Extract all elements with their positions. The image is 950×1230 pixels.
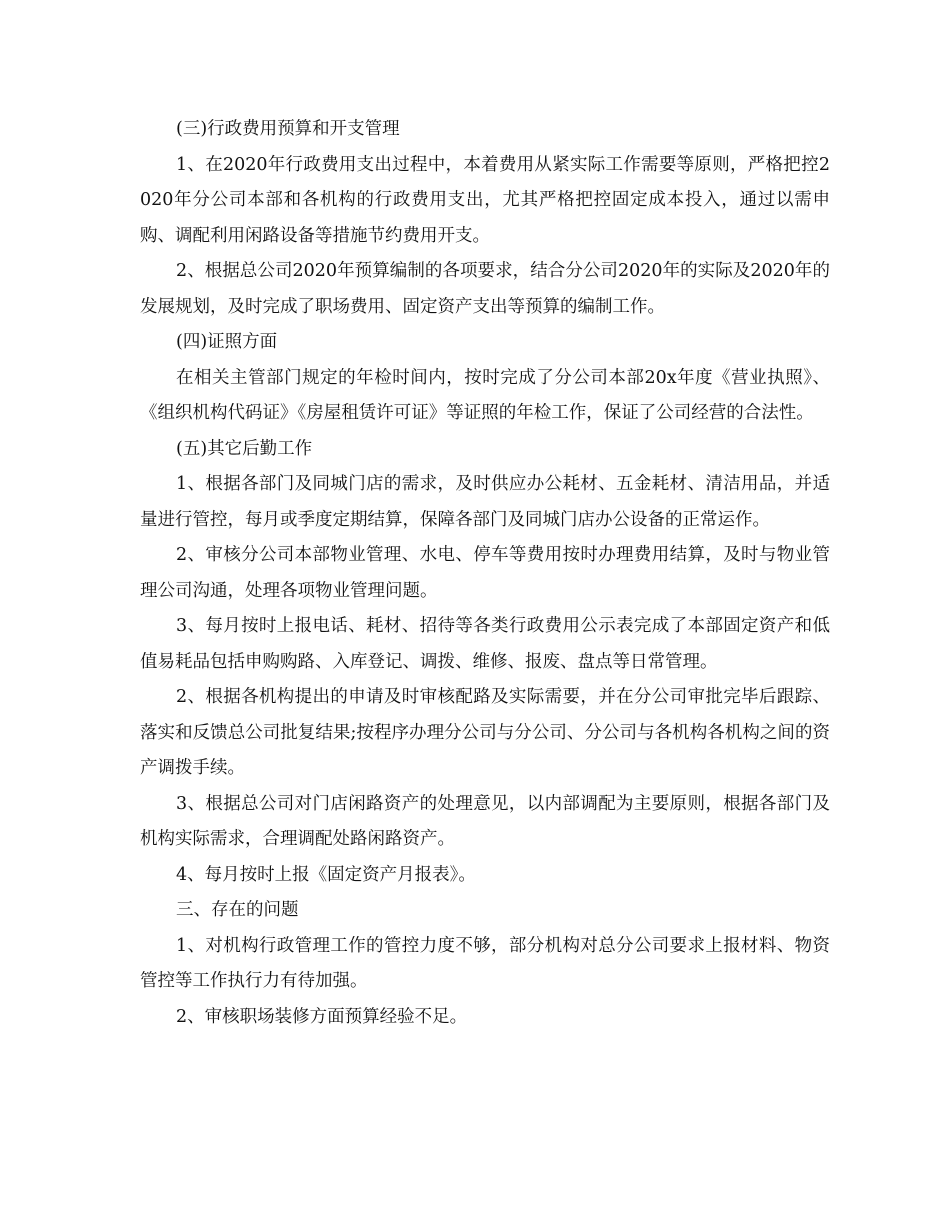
paragraph: 1、在2020年行政费用支出过程中，本着费用从紧实际工作需要等原则，严格把控2020年分公司本部和各机构的行政费用支出，尤其严格把控固定成本投入，通过以需申购、调配利用闲路设备等措施节约费用开支。	[140, 154, 830, 246]
paragraph: 1、根据各部门及同城门店的需求，及时供应办公耗材、五金耗材、清洁用品，并适量进行管控，每月或季度定期结算，保障各部门及同城门店办公设备的正常运作。	[140, 474, 830, 530]
section-heading-other-logistics: (五)其它后勤工作	[176, 438, 313, 459]
paragraph: 在相关主管部门规定的年检时间内，按时完成了分公司本部20x年度《营业执照》、《组织机构代码证》《房屋租赁许可证》等证照的年检工作，保证了公司经营的合法性。	[140, 367, 830, 423]
paragraph: 3、根据总公司对门店闲路资产的处理意见，以内部调配为主要原则，根据各部门及机构实际需求，合理调配处路闲路资产。	[140, 793, 830, 849]
paragraph: 2、根据总公司2020年预算编制的各项要求，结合分公司2020年的实际及2020年的发展规划，及时完成了职场费用、固定资产支出等预算的编制工作。	[140, 261, 830, 317]
paragraph: 4、每月按时上报《固定资产月报表》。	[176, 864, 476, 885]
document-body	[140, 112, 830, 1035]
paragraph: 3、每月按时上报电话、耗材、招待等各类行政费用公示表完成了本部固定资产和低值易耗品包括申购购路、入库登记、调拨、维修、报废、盘点等日常管理。	[140, 616, 830, 672]
paragraph: 1、对机构行政管理工作的管控力度不够，部分机构对总分公司要求上报材料、物资管控等工作执行力有待加强。	[140, 935, 830, 991]
section-heading-admin-expense: (三)行政费用预算和开支管理	[176, 119, 400, 139]
paragraph: 2、审核职场装修方面预算经验不足。	[176, 1006, 468, 1027]
paragraph: 2、审核分公司本部物业管理、水电、停车等费用按时办理费用结算，及时与物业管理公司沟通，处理各项物业管理问题。	[140, 545, 830, 601]
paragraph: 2、根据各机构提出的申请及时审核配路及实际需要，并在分公司审批完毕后跟踪、落实和反馈总公司批复结果;按程序办理分公司与分公司、分公司与各机构各机构之间的资产调拨手续。	[140, 687, 830, 778]
section-heading-problems: 三、存在的问题	[176, 900, 299, 920]
section-heading-licenses: (四)证照方面	[176, 332, 278, 352]
